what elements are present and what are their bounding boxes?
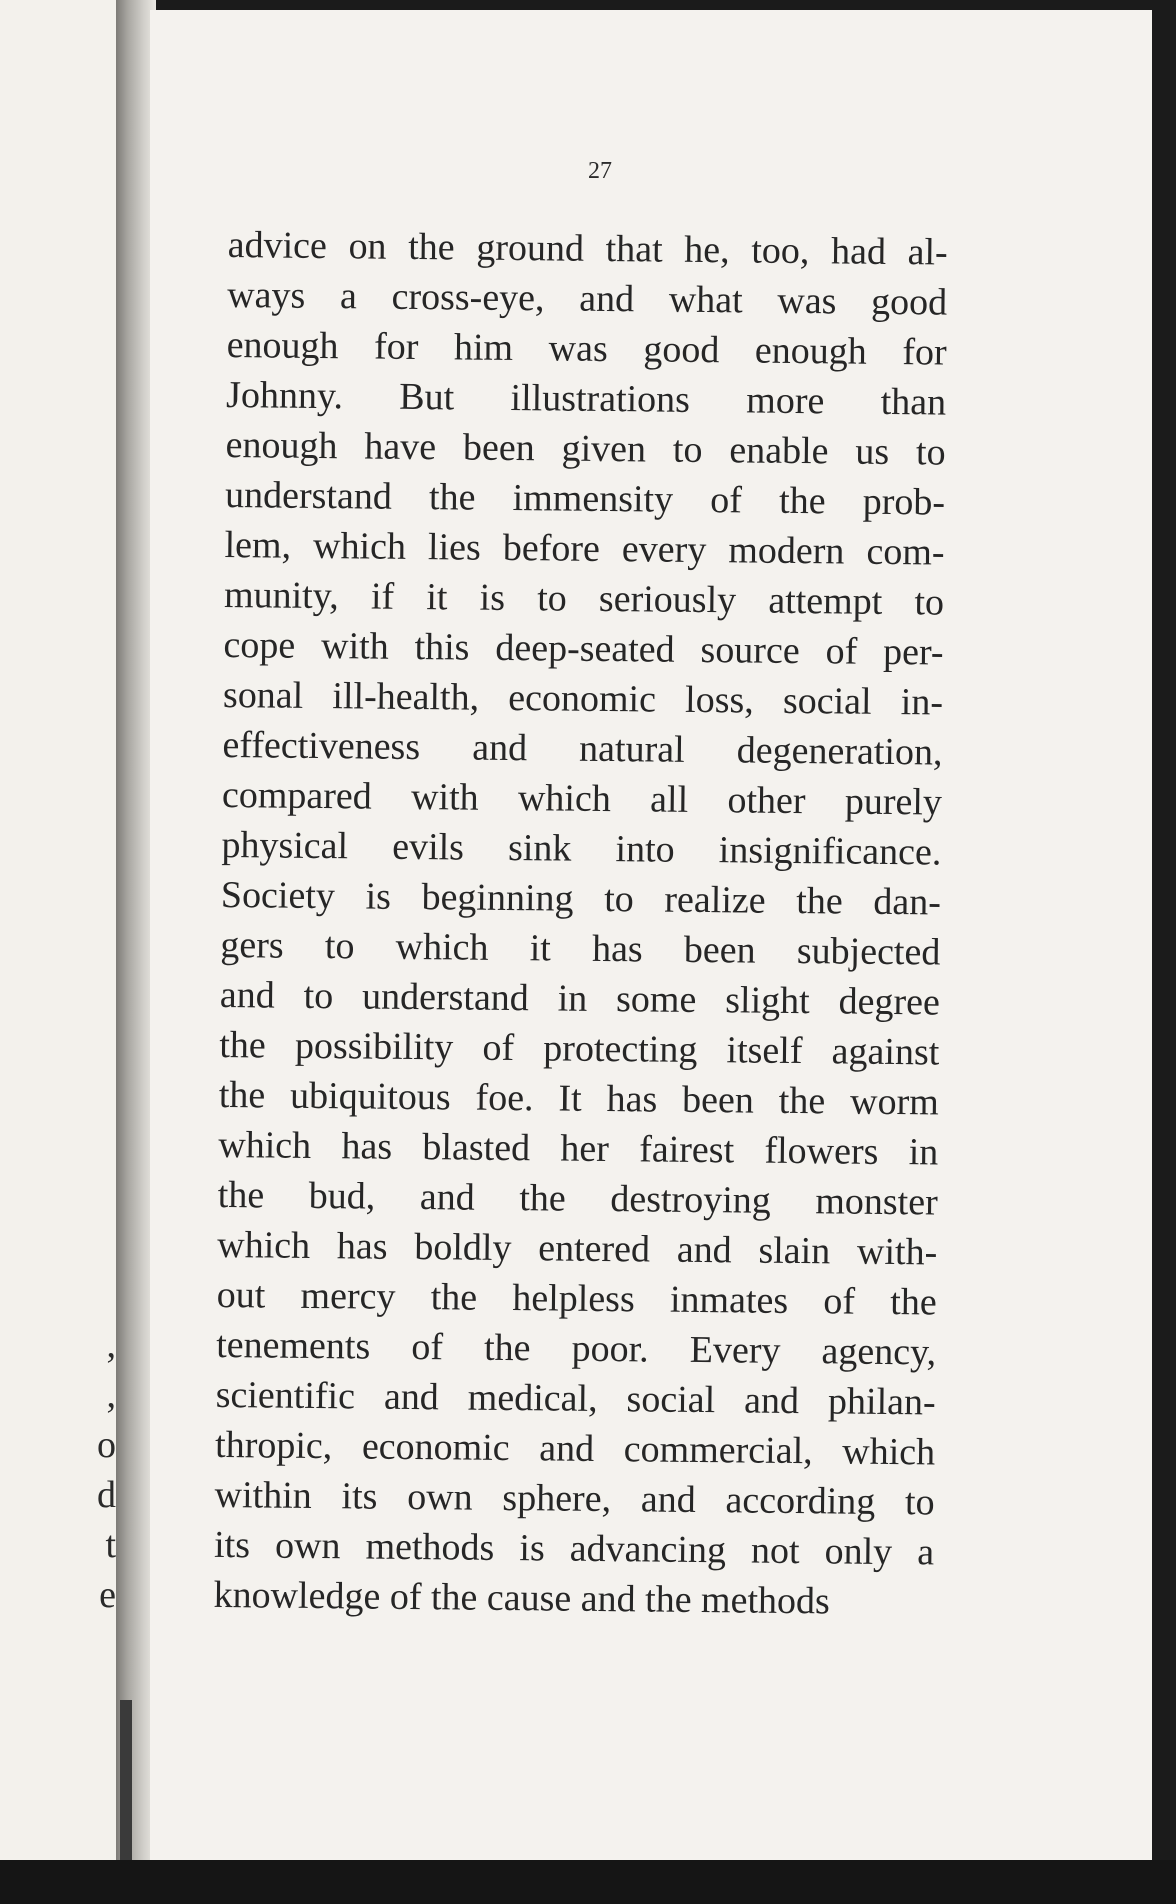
text-line: lem, which lies before every modern com- [224,523,945,574]
text-line: munity, if it is to seriously attempt to [223,573,945,624]
text-line: sonal ill-health, economic loss, social in- [222,673,944,724]
edge-char: , [106,1324,116,1366]
text-line: compared with which all other purely [221,773,943,824]
facing-page-edge-text [76,1320,116,1620]
text-line: gers to which it has been subjected [220,923,941,974]
edge-char: t [105,1524,116,1566]
edge-char: o [97,1424,116,1466]
text-line: scientific and medical, social and philan- [215,1373,936,1424]
text-line: its own methods is advancing not only a [213,1523,935,1574]
text-line: knowledge of the cause and the methods [213,1573,831,1623]
text-line: which has blasted her fairest flowers in [218,1123,939,1174]
body-text [213,220,948,1627]
text-line: understand the immensity of the prob- [224,473,946,524]
edge-char: e [99,1574,116,1616]
text-line: physical evils sink into insignificance. [221,823,942,874]
book-page [150,10,1152,1860]
text-line: the bud, and the destroying monster [217,1173,938,1224]
gutter-shadow [120,1700,132,1860]
text-line: the possibility of protecting itself against [219,1023,940,1074]
edge-char: d [97,1474,116,1516]
facing-page-fragment [0,0,116,1860]
text-line: the ubiquitous foe. It has been the worm [218,1073,940,1124]
scan-bottom-edge [0,1860,1176,1904]
text-line: tenements of the poor. Every agency, [215,1323,937,1374]
text-line: enough for him was good enough for [226,323,947,374]
text-line: Society is beginning to realize the dan- [220,873,942,924]
text-line: advice on the ground that he, too, had al- [227,223,948,274]
text-line: ways a cross-eye, and what was good [226,273,948,324]
text-line: effectiveness and natural degeneration, [222,723,943,774]
page-number: 27 [588,158,612,184]
text-line: cope with this deep-seated source of per- [223,623,944,674]
text-line: out mercy the helpless inmates of the [216,1273,937,1324]
text-line: Johnny. But illustrations more than [225,373,947,424]
text-line: and to understand in some slight degree [219,973,941,1024]
text-line: thropic, economic and commercial, which [214,1423,936,1474]
text-line: within its own sphere, and according to [214,1473,935,1524]
edge-char: , [106,1374,116,1416]
text-line: enough have been given to enable us to [225,423,946,474]
text-line: which has boldly entered and slain with- [217,1223,938,1274]
